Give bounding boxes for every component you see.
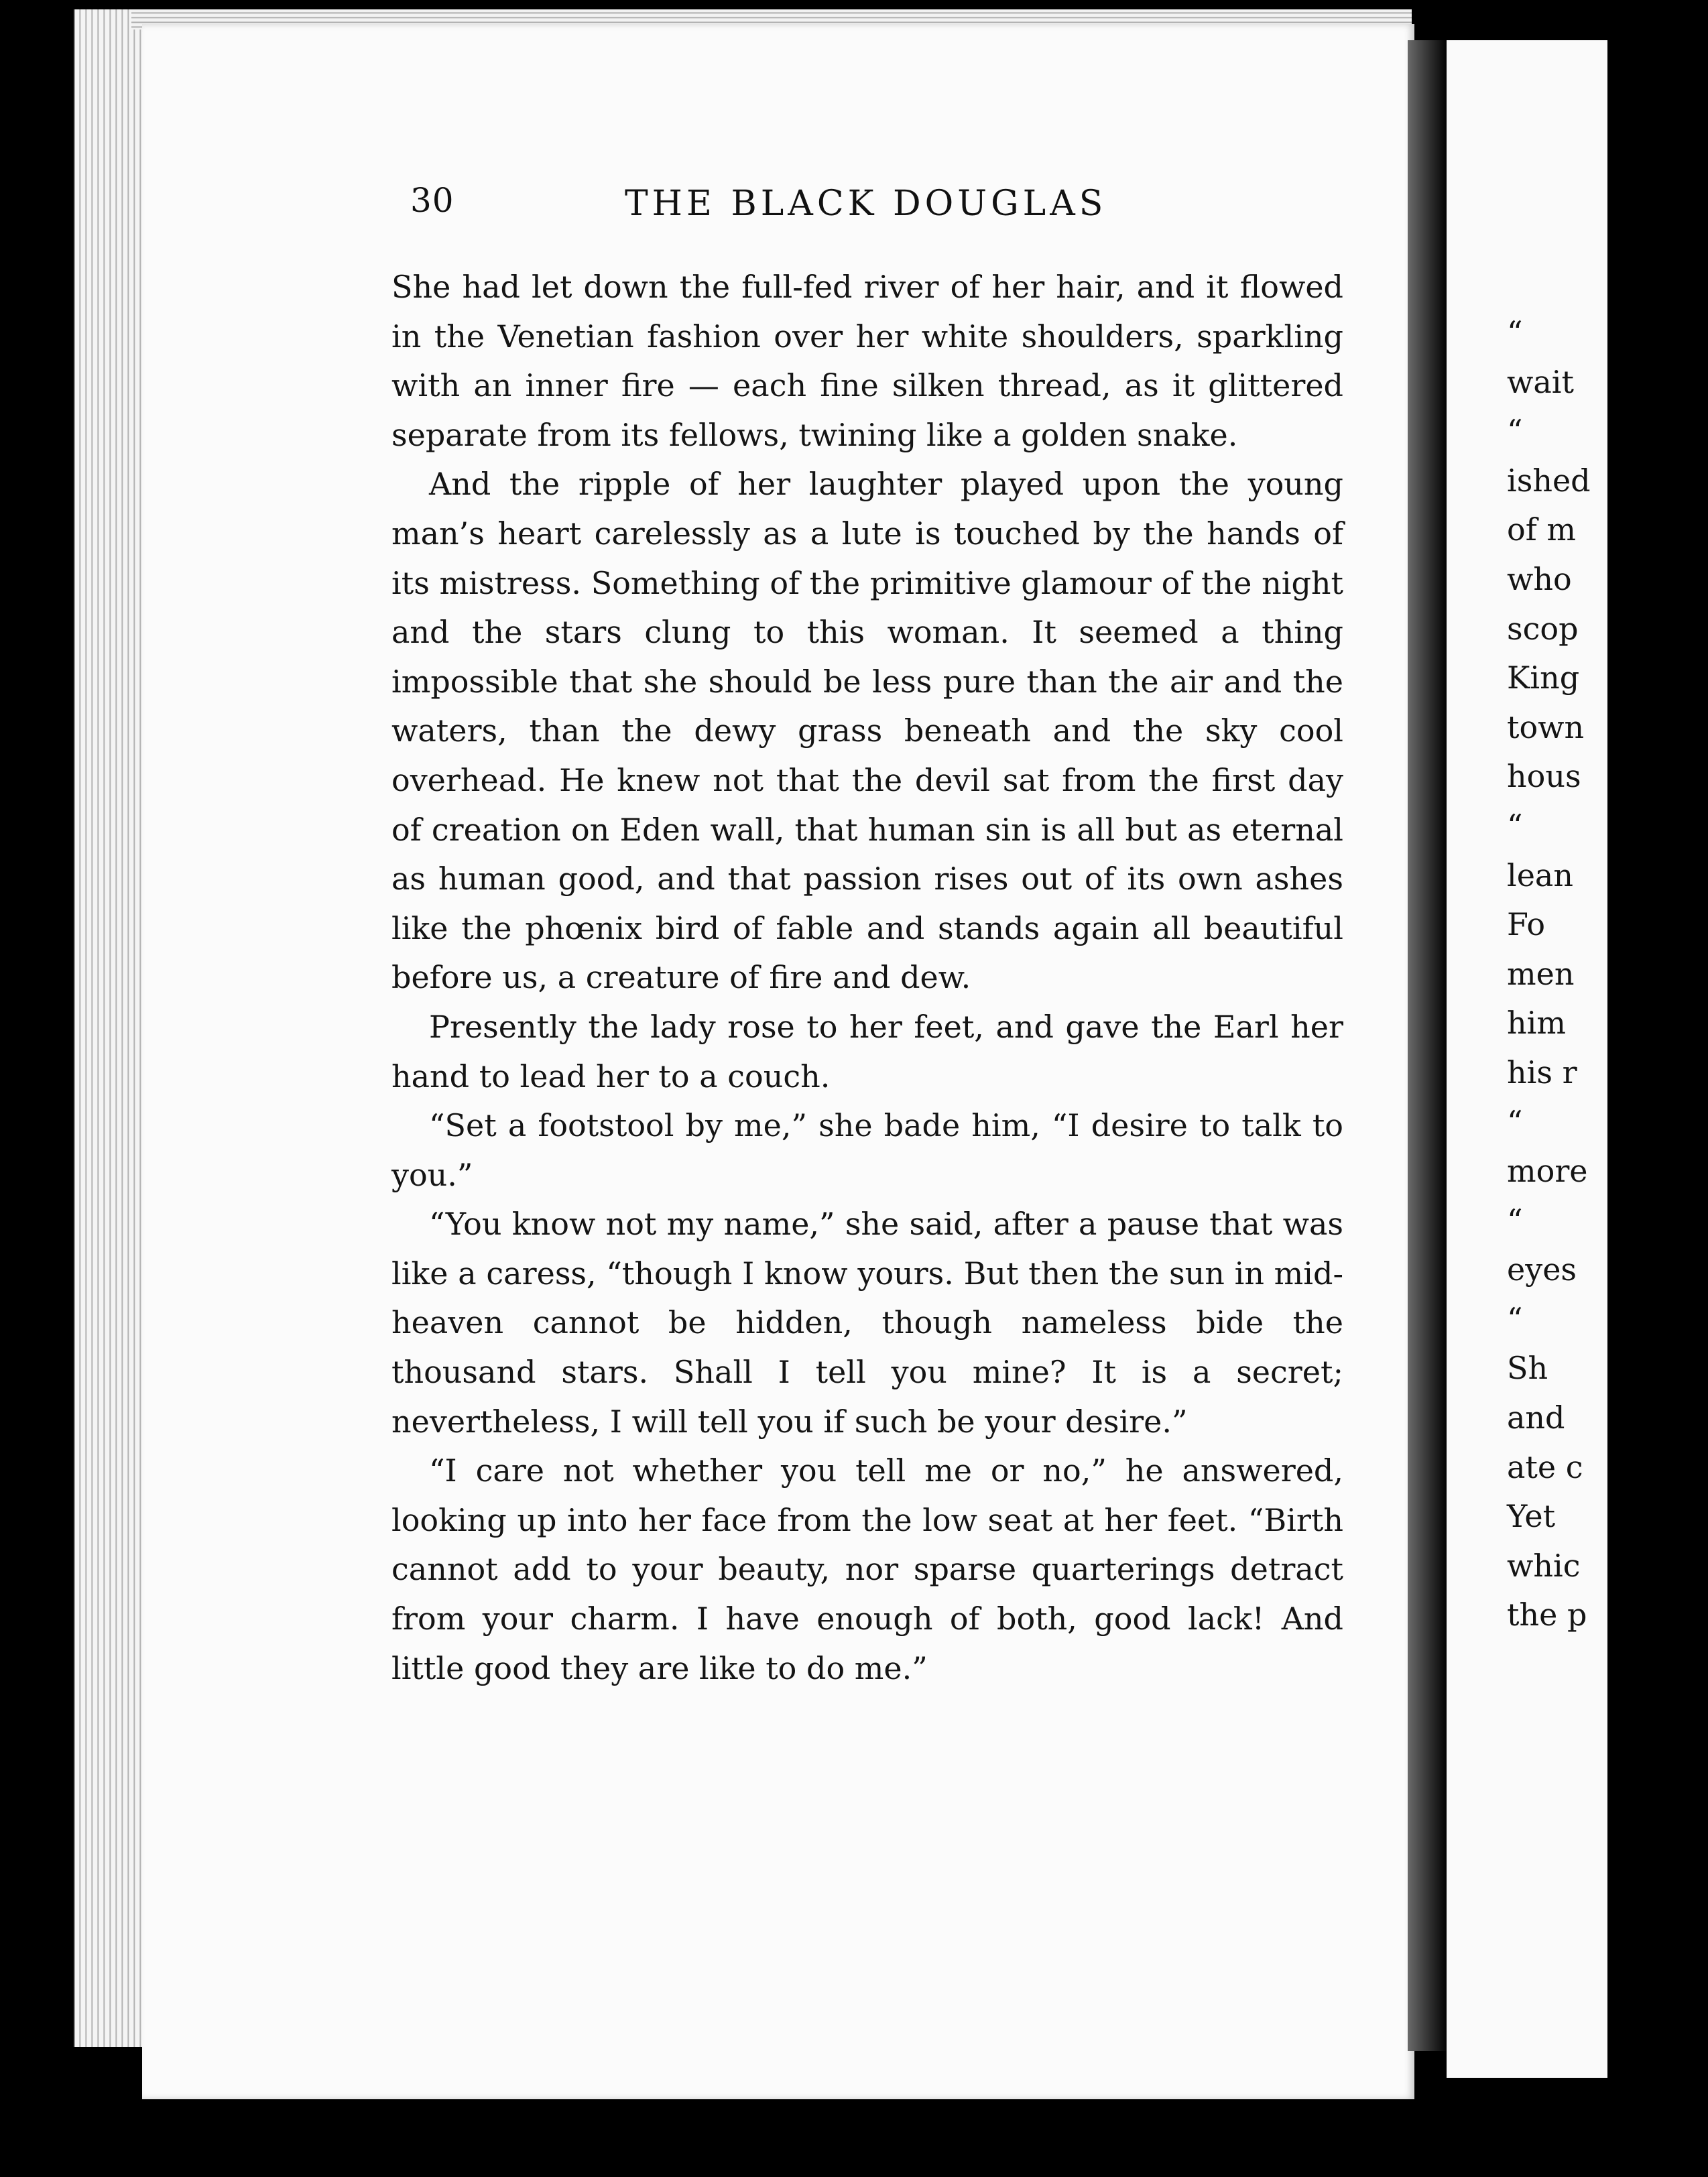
facing-line: whic	[1507, 1547, 1581, 1584]
facing-line: lean	[1507, 857, 1573, 893]
facing-line: King	[1507, 660, 1580, 696]
paragraph: And the ripple of her laughter played upon the young man’s heart carelessly as a lute is touched by the hands of its mistress. Something of the primitive glamour of the night and the stars clung to this woman. It seemed a thing impossible that she should be less pure than the air and the waters, than the dewy grass beneath and the sky cool overhead. He knew not that the devil sat from the first day of creation on Eden wall, that human sin is all but as eternal as human good, and that passion rises out of its own ashes like the phœnix bird of fable and stands again all beautiful before us, a creature of fire and dew.	[391, 466, 1343, 996]
facing-line: men	[1507, 955, 1575, 992]
facing-line: “	[1507, 1103, 1523, 1140]
facing-line: “	[1507, 413, 1523, 450]
body-text	[391, 263, 1343, 1693]
facing-line: ate c	[1507, 1448, 1583, 1485]
facing-line: “	[1507, 1300, 1523, 1337]
paragraph: She had let down the full-fed river of her hair, and it flowed in the Venetian fashion over her white shoulders, sparkling with an inner fire — each fine silken thread, as it glittered separate from its fellows, twining like a golden snake.	[391, 269, 1343, 453]
paragraph: “Set a footstool by me,” she bade him, “I desire to talk to you.”	[391, 1107, 1343, 1193]
facing-line: town	[1507, 708, 1585, 745]
facing-page-text	[1507, 308, 1708, 1640]
facing-line: Fo	[1507, 906, 1546, 943]
facing-page	[1447, 40, 1607, 2078]
facing-line: eyes	[1507, 1251, 1577, 1288]
facing-line: hous	[1507, 758, 1581, 795]
book-page-edges	[74, 9, 149, 2047]
page-number: 30	[410, 181, 454, 220]
paragraph: Presently the lady rose to her feet, and gave the Earl her hand to lead her to a couch.	[391, 1008, 1343, 1095]
running-title: THE BLACK DOUGLAS	[625, 184, 1107, 224]
gutter-shadow	[1408, 40, 1448, 2051]
facing-line: the p	[1507, 1597, 1587, 1633]
facing-line: Yet	[1507, 1498, 1556, 1535]
running-head	[410, 181, 1349, 235]
facing-line: of m	[1507, 511, 1576, 548]
paragraph: “I care not whether you tell me or no,” he answered, looking up into her face from the low seat at her feet. “Birth cannot add to your beauty, nor sparse quarterings detract from your charm. I have enough of both, good lack! And little good they are like to do me.”	[391, 1452, 1343, 1686]
facing-line: scop	[1507, 610, 1579, 647]
facing-line: his r	[1507, 1054, 1577, 1091]
facing-line: Sh	[1507, 1350, 1548, 1387]
facing-line: who	[1507, 560, 1572, 597]
facing-line: “	[1507, 314, 1523, 351]
facing-line: and	[1507, 1400, 1565, 1436]
paragraph: “You know not my name,” she said, after a pause that was like a caress, “though I know yours. But then the sun in mid-heaven cannot be hidden, though nameless bide the thousand stars. Shall I tell you mine? It is a secret; nevertheless, I will tell you if such be your desire.”	[391, 1206, 1343, 1440]
facing-line: more	[1507, 1153, 1588, 1190]
facing-line: “	[1507, 807, 1523, 844]
facing-line: ished	[1507, 462, 1591, 499]
facing-line: “	[1507, 1202, 1523, 1239]
facing-line: wait	[1507, 363, 1574, 400]
facing-line: him	[1507, 1005, 1566, 1042]
